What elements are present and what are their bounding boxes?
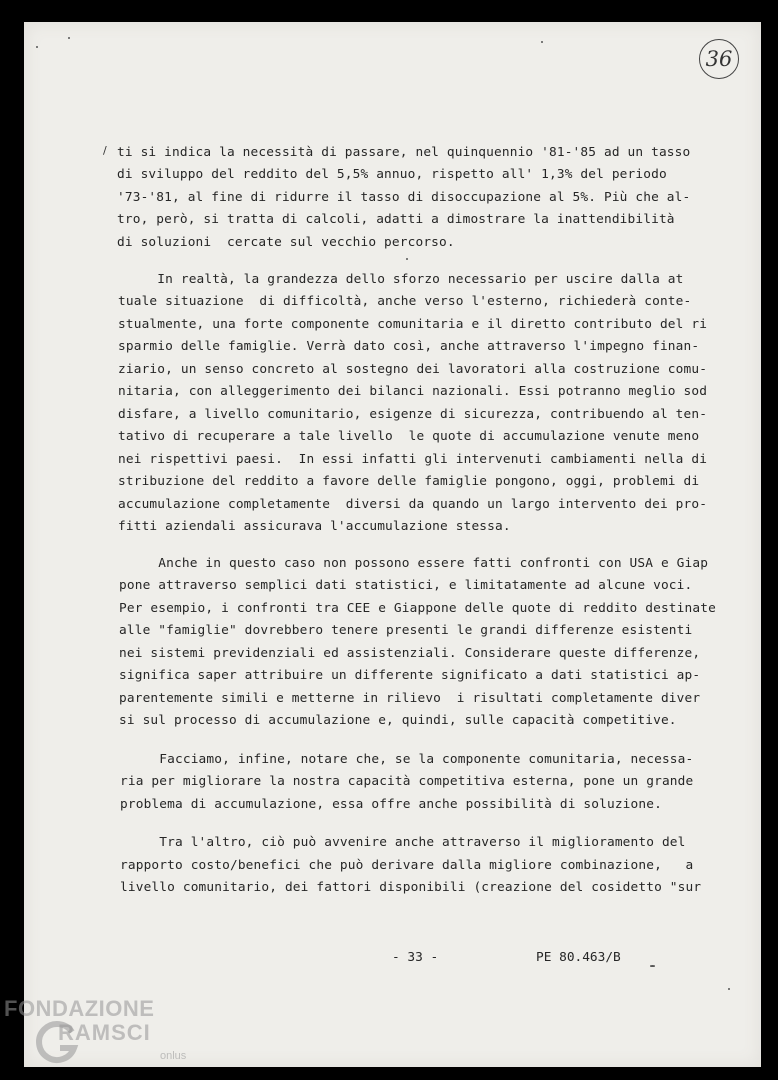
text-line: Tra l'altro, ciò può avvenire anche attraverso il miglioramento del [120, 835, 686, 850]
text-line: ziario, un senso concreto al sostegno dei lavoratori alla costruzione comu- [118, 362, 708, 377]
text-line: nei rispettivi paesi. In essi infatti gli intervenuti cambiamenti nella di [118, 452, 708, 467]
watermark-text: RAMSCI [58, 1020, 151, 1045]
text-line: parentemente simili e metterne in rilievo i risultati completamente diver [119, 691, 701, 706]
text-line: tro, però, si tratta di calcoli, adatti a dimostrare la inattendibilità [117, 212, 675, 227]
speck-mark [728, 988, 730, 990]
text-line: livello comunitario, dei fattori disponibili (creazione del cosidetto "sur [120, 880, 702, 895]
text-line: Per esempio, i confronti tra CEE e Giappone delle quote di reddito destinate [119, 601, 716, 616]
text-line: significa saper attribuire un differente significato a dati statistici ap- [119, 668, 701, 683]
watermark-text: FONDAZIONE [4, 996, 155, 1021]
text-line: sparmio delle famiglie. Verrà dato così, anche attraverso l'impegno finan- [118, 339, 700, 354]
footer-document-reference: PE 80.463/B [536, 950, 621, 965]
speck-mark [36, 46, 38, 48]
text-line: nitaria, con alleggerimento dei bilanci nazionali. Essi potranno meglio sod [118, 384, 708, 399]
text-line: problema di accumulazione, essa offre anche possibilità di soluzione. [120, 797, 662, 812]
text-line: stualmente, una forte componente comunitaria e il diretto contributo del ri [118, 317, 708, 332]
text-line: pone attraverso semplici dati statistici, e limitatamente ad alcune voci. [119, 578, 693, 593]
margin-tick-mark: / [103, 144, 107, 157]
text-line: di soluzioni cercate sul vecchio percorso. [117, 235, 455, 250]
text-line: stribuzione del reddito a favore delle famiglie pongono, oggi, problemi di [118, 474, 700, 489]
text-line: di sviluppo del reddito del 5,5% annuo, rispetto all' 1,3% del periodo [117, 167, 667, 182]
text-line: disfare, a livello comunitario, esigenze di sicurezza, contribuendo al ten- [118, 407, 708, 422]
text-line: '73-'81, al fine di ridurre il tasso di disoccupazione al 5%. Più che al- [117, 190, 691, 205]
text-line: ria per migliorare la nostra capacità competitiva esterna, pone un grande [120, 774, 694, 789]
text-line: accumulazione completamente diversi da quando un largo intervento dei pro- [118, 497, 708, 512]
text-line: tuale situazione di difficoltà, anche verso l'esterno, richiederà conte- [118, 294, 692, 309]
text-line: ti si indica la necessità di passare, nel quinquennio '81-'85 ad un tasso [117, 145, 691, 160]
speck-mark [406, 258, 408, 260]
text-line: tativo di recuperare a tale livello le quote di accumulazione venute meno [118, 429, 700, 444]
text-line: fitti aziendali assicurava l'accumulazione stessa. [118, 519, 511, 534]
text-line: Facciamo, infine, notare che, se la componente comunitaria, necessa- [120, 752, 694, 767]
speck-mark [541, 41, 543, 43]
text-line: nei sistemi previdenziali ed assistenziali. Considerare queste differenze, [119, 646, 701, 661]
footer-page-number: - 33 - [392, 950, 439, 965]
page-mark-handwritten: 36 [699, 39, 739, 79]
text-line: In realtà, la grandezza dello sforzo necessario per uscire dalla at [118, 272, 684, 287]
text-line: Anche in questo caso non possono essere fatti confronti con USA e Giap [119, 556, 709, 571]
speck-mark [68, 37, 70, 39]
speck-mark [650, 965, 655, 967]
watermark-text: onlus [160, 1050, 187, 1062]
text-line: alle "famiglie" dovrebbero tenere presenti le grandi differenze esistenti [119, 623, 693, 638]
text-line: rapporto costo/benefici che può derivare dalla migliore combinazione, a [120, 858, 694, 873]
document-page [24, 22, 761, 1067]
text-line: si sul processo di accumulazione e, quindi, sulle capacità competitive. [119, 713, 677, 728]
